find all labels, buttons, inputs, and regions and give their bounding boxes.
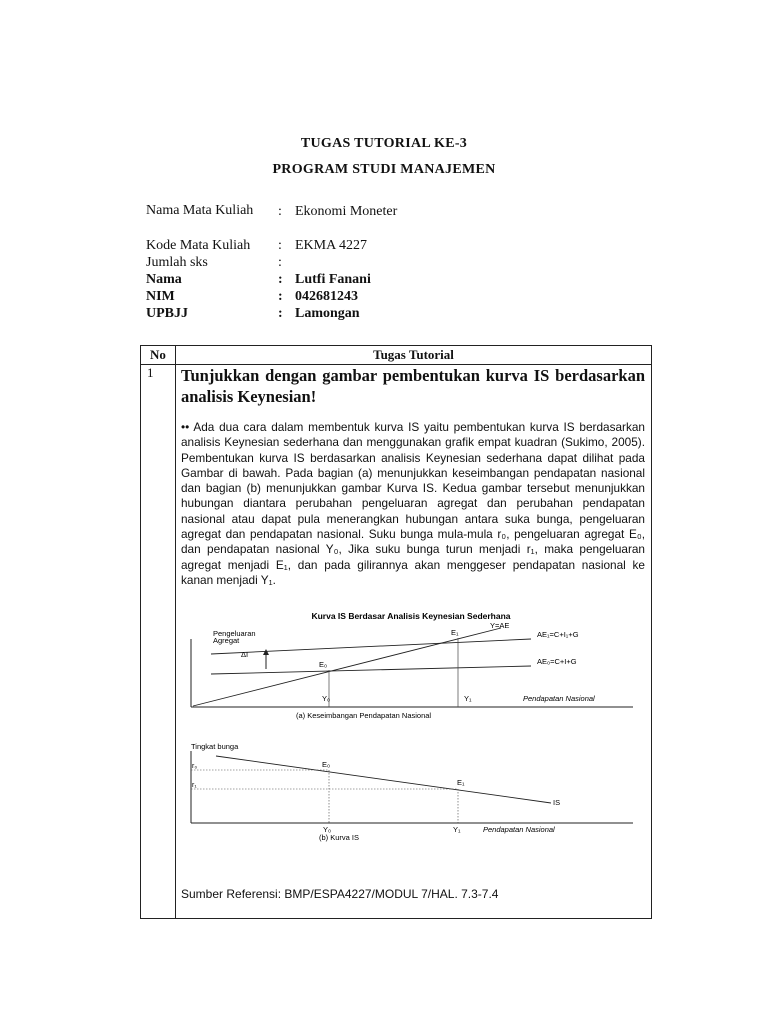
answer-paragraph: •• Ada dua cara dalam membentuk kurva IS yaitu pembentukan kurva IS berdasarkan analisis Keynesian sederhana dan menggunakan grafik empat kuadran (Sukimo, 2005). Pembentukan kurva IS berdasarkan analisis Keynesian sederhana dapat dilihat pada Gambar di bawah. Pada bagian (a) menunjukkan keseimbangan pendapatan nasional dan bagian (b) menunjukkan gambar Kurva IS. Kedua gambar tersebut menunjukkan hubungan diantara perubahan pengeluaran agregat dan perubahan pendapatan nasional atau dapat pula menerangkan hubungan antara suka bunga, pengeluaran agregat dan pendapatan nasional. Suku bunga mula-mula r₀, pengeluaran agregat E₀, dan pendapatan nasional Y₀, Jika suku bunga turun menjadi r₁, maka pengeluaran agregat menjadi E₁, dan pada gilirannya akan menggeser pendapatan nasional ke kanan menjadi Y₁. [181,420,645,587]
info-row-nim [146,288,566,305]
panel-a [191,621,633,720]
task-question: Tunjukkan dengan gambar pembentukan kurva IS berdasarkan analisis Keynesian! [181,366,645,406]
credits-label: Jumlah sks [146,255,208,270]
colon: : [278,204,282,219]
panel-b-ylabel: Tingkat bunga [191,742,239,751]
y0-label: Y₀ [322,694,331,703]
info-row-upbjj [146,305,566,322]
panel-a-ylabel-1: Pengeluaran [213,629,256,638]
row-number: 1 [147,365,154,380]
panel-b-y0-label: Y₀ [323,825,332,834]
e0-label: E₀ [319,660,328,669]
figure-title: Kurva IS Berdasar Analisis Keynesian Sederhana [311,611,511,621]
colon: : [278,289,283,304]
ae0-line [211,666,531,674]
panel-b-e1-label: E₁ [457,778,465,787]
r1-label: r₁ [192,782,197,789]
line-45-label: Y=AE [490,621,510,630]
is-curve-figure-svg [181,611,641,856]
course-name-value: Ekonomi Moneter [295,204,398,219]
course-code-label: Kode Mata Kuliah [146,238,251,253]
info-row-course-name [146,203,566,237]
column-divider [175,346,176,918]
is-curve [216,756,551,803]
colon: : [278,255,282,270]
name-value: Lutfi Fanani [295,272,371,287]
panel-a-caption: (a) Keseimbangan Pendapatan Nasional [296,711,432,720]
source-reference: Sumber Referensi: BMP/ESPA4227/MODUL 7/HAL. 7.3-7.4 [181,887,499,901]
panel-b-caption: (b) Kurva IS [319,833,360,842]
shift-arrow-head [263,649,269,655]
info-row-credits [146,254,566,271]
course-code-value: EKMA 4227 [295,238,367,253]
info-row-name [146,271,566,288]
nim-value: 042681243 [295,289,358,304]
panel-b-xlabel: Pendapatan Nasional [483,825,555,834]
ae1-line [211,639,531,654]
panel-b [191,742,633,842]
task-table [140,345,652,919]
is-curve-figure [181,611,641,856]
colon: : [278,238,282,253]
document-title: TUGAS TUTORIAL KE-3 [300,136,468,151]
course-name-label: Nama Mata Kuliah [146,203,254,218]
r0-label: r₀ [192,763,198,770]
delta-i-label: ΔI [241,650,249,659]
ae0-label: AE₀=C+I+G [537,657,577,666]
info-block [146,203,566,322]
panel-b-y1-label: Y₁ [453,825,461,834]
program-title: PROGRAM STUDI MANAJEMEN [272,162,496,177]
ae1-label: AE₁=C+I₁+G [537,630,579,639]
panel-a-ylabel-2: Agregat [213,636,240,645]
name-label: Nama [146,272,182,287]
upbjj-value: Lamongan [295,306,360,321]
is-curve-label: IS [553,798,561,807]
upbjj-label: UPBJJ [146,306,188,321]
colon: : [278,306,283,321]
e1-label: E₁ [451,628,459,637]
y1-label: Y₁ [464,694,472,703]
column-header-task: Tugas Tutorial [373,347,454,362]
panel-a-xlabel: Pendapatan Nasional [523,694,595,703]
column-header-no: No [150,347,166,362]
colon: : [278,272,283,287]
nim-label: NIM [146,289,175,304]
panel-b-e0-label: E₀ [322,760,331,769]
info-row-course-code [146,237,566,254]
